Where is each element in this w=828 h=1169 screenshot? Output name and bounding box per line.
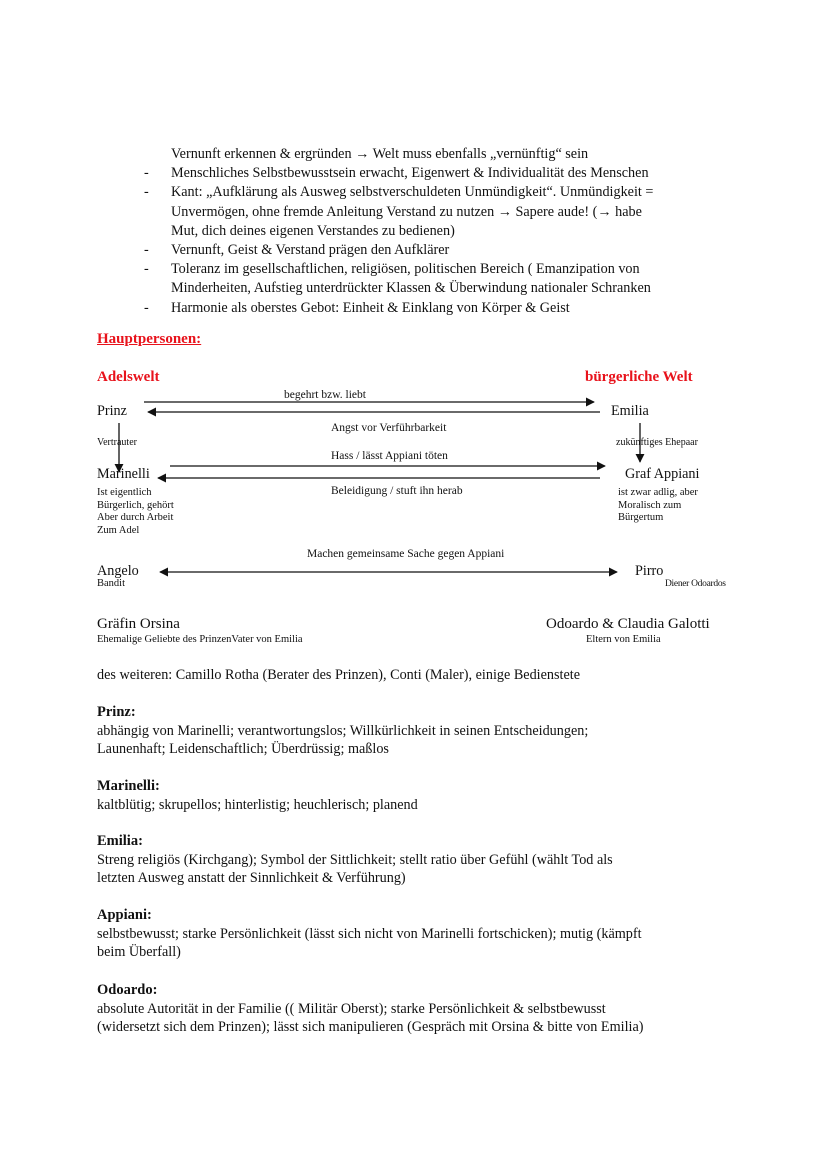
note-bandit: Bandit <box>97 578 125 589</box>
person-pirro: Pirro <box>635 563 664 579</box>
character-line: beim Überfall) <box>97 944 181 960</box>
character-line: Launenhaft; Leidenschaftlich; Überdrüssig; maßlos <box>97 741 389 757</box>
character-emilia <box>97 832 737 888</box>
bullet-dash: - <box>144 299 149 316</box>
note-ehepaar: zukünftiges Ehepaar <box>616 437 698 448</box>
bullet-dash: - <box>144 165 149 182</box>
character-prinz <box>97 703 737 759</box>
bullet-line: Mut, dich deines eigenen Verstandes zu bedienen) <box>171 222 455 239</box>
character-appiani <box>97 906 737 962</box>
relation-gemeinsam: Machen gemeinsame Sache gegen Appiani <box>307 548 505 560</box>
buergerliche-welt-label: bürgerliche Welt <box>585 369 693 385</box>
bullet-dash: - <box>144 261 149 278</box>
appiani-description <box>618 487 698 525</box>
person-emilia: Emilia <box>611 403 649 419</box>
bullet-dash: - <box>144 184 149 201</box>
person-marinelli: Marinelli <box>97 466 150 482</box>
relation-hass: Hass / lässt Appiani töten <box>331 450 448 462</box>
intro-bullet-list <box>144 145 704 318</box>
continuation-text: Vernunft erkennen & ergründen → Welt muss ebenfalls „vernünftig“ sein <box>171 146 589 162</box>
adelswelt-label: Adelswelt <box>97 369 160 385</box>
bullet-item <box>144 183 704 241</box>
bullet-line: Menschliches Selbstbewusstsein erwacht, Eigenwert & Individualität des Menschen <box>171 165 649 182</box>
bullet-line: Vernunft, Geist & Verstand prägen den Aufklärer <box>171 242 450 259</box>
character-line: abhängig von Marinelli; verantwortungslos; Willkürlichkeit in seinen Entscheidungen; <box>97 722 589 739</box>
desc-line: Moralisch zum <box>618 499 682 511</box>
character-line: letzten Ausweg anstatt der Sinnlichkeit & Verführung) <box>97 870 406 886</box>
marinelli-description <box>97 487 174 537</box>
relation-begehrt: begehrt bzw. liebt <box>284 389 366 401</box>
bullet-line: Harmonie als oberstes Gebot: Einheit & Einklang von Körper & Geist <box>171 299 570 316</box>
character-name: Prinz: <box>97 704 136 720</box>
desc-line: Ist eigentlich <box>97 487 152 498</box>
character-name: Marinelli: <box>97 778 160 794</box>
bullet-line: Toleranz im gesellschaftlichen, religiösen, politischen Bereich ( Emanzipation von <box>171 261 640 278</box>
character-name: Appiani: <box>97 907 152 923</box>
bullet-item <box>144 299 704 318</box>
bullet-item <box>144 241 704 260</box>
bullet-continuation <box>144 145 704 164</box>
desc-line: Bürgertum <box>618 512 664 523</box>
character-line: absolute Autorität in der Familie (( Militär Oberst); starke Persönlichkeit & selbstbewusst <box>97 1000 606 1017</box>
bullet-line: Unvermögen, ohne fremde Anleitung Verstand zu nutzen → Sapere aude! (→ habe <box>171 203 642 220</box>
desc-line: Aber durch Arbeit <box>97 512 174 523</box>
character-line: kaltblütig; skrupellos; hinterlistig; heuchlerisch; planend <box>97 796 418 813</box>
person-orsina: Gräfin Orsina <box>97 616 180 632</box>
person-appiani: Graf Appiani <box>625 466 700 482</box>
note-orsina: Ehemalige Geliebte des PrinzenVater von Emilia <box>97 634 303 645</box>
desc-line: Bürgerlich, gehört <box>97 499 174 511</box>
person-galotti: Odoardo & Claudia Galotti <box>546 616 710 632</box>
character-name: Odoardo: <box>97 982 158 998</box>
character-line: (widersetzt sich dem Prinzen); lässt sich manipulieren (Gespräch mit Orsina & bitte von Emilia) <box>97 1019 644 1035</box>
character-odoardo <box>97 981 737 1037</box>
desc-line: ist zwar adlig, aber <box>618 487 698 498</box>
character-marinelli <box>97 777 737 814</box>
relation-beleidigung: Beleidigung / stuft ihn herab <box>331 485 463 497</box>
desc-line: Zum Adel <box>97 524 140 536</box>
person-angelo: Angelo <box>97 563 139 579</box>
character-line: selbstbewusst; starke Persönlichkeit (lässt sich nicht von Marinelli fortschicken); mutig (kämpft <box>97 925 642 942</box>
person-prinz: Prinz <box>97 403 127 419</box>
character-name: Emilia: <box>97 833 143 849</box>
weitere-personen: des weiteren: Camillo Rotha (Berater des Prinzen), Conti (Maler), einige Bedienstete <box>97 667 581 683</box>
bullet-item <box>144 260 704 298</box>
note-diener: Diener Odoardos <box>665 579 726 589</box>
hauptpersonen-heading: Hauptpersonen: <box>97 331 202 347</box>
note-vertrauter: Vertrauter <box>97 437 137 448</box>
relation-angst: Angst vor Verführbarkeit <box>331 422 447 434</box>
character-line: Streng religiös (Kirchgang); Symbol der Sittlichkeit; stellt ratio über Gefühl (wählt Tod als <box>97 851 613 868</box>
bullet-line: Kant: „Aufklärung als Ausweg selbstverschuldeten Unmündigkeit“. Unmündigkeit = <box>171 184 654 201</box>
bullet-dash: - <box>144 242 149 259</box>
bullet-line: Minderheiten, Aufstieg unterdrückter Klassen & Überwindung nationaler Schranken <box>171 280 651 297</box>
note-galotti: Eltern von Emilia <box>586 634 661 645</box>
bullet-item <box>144 164 704 183</box>
